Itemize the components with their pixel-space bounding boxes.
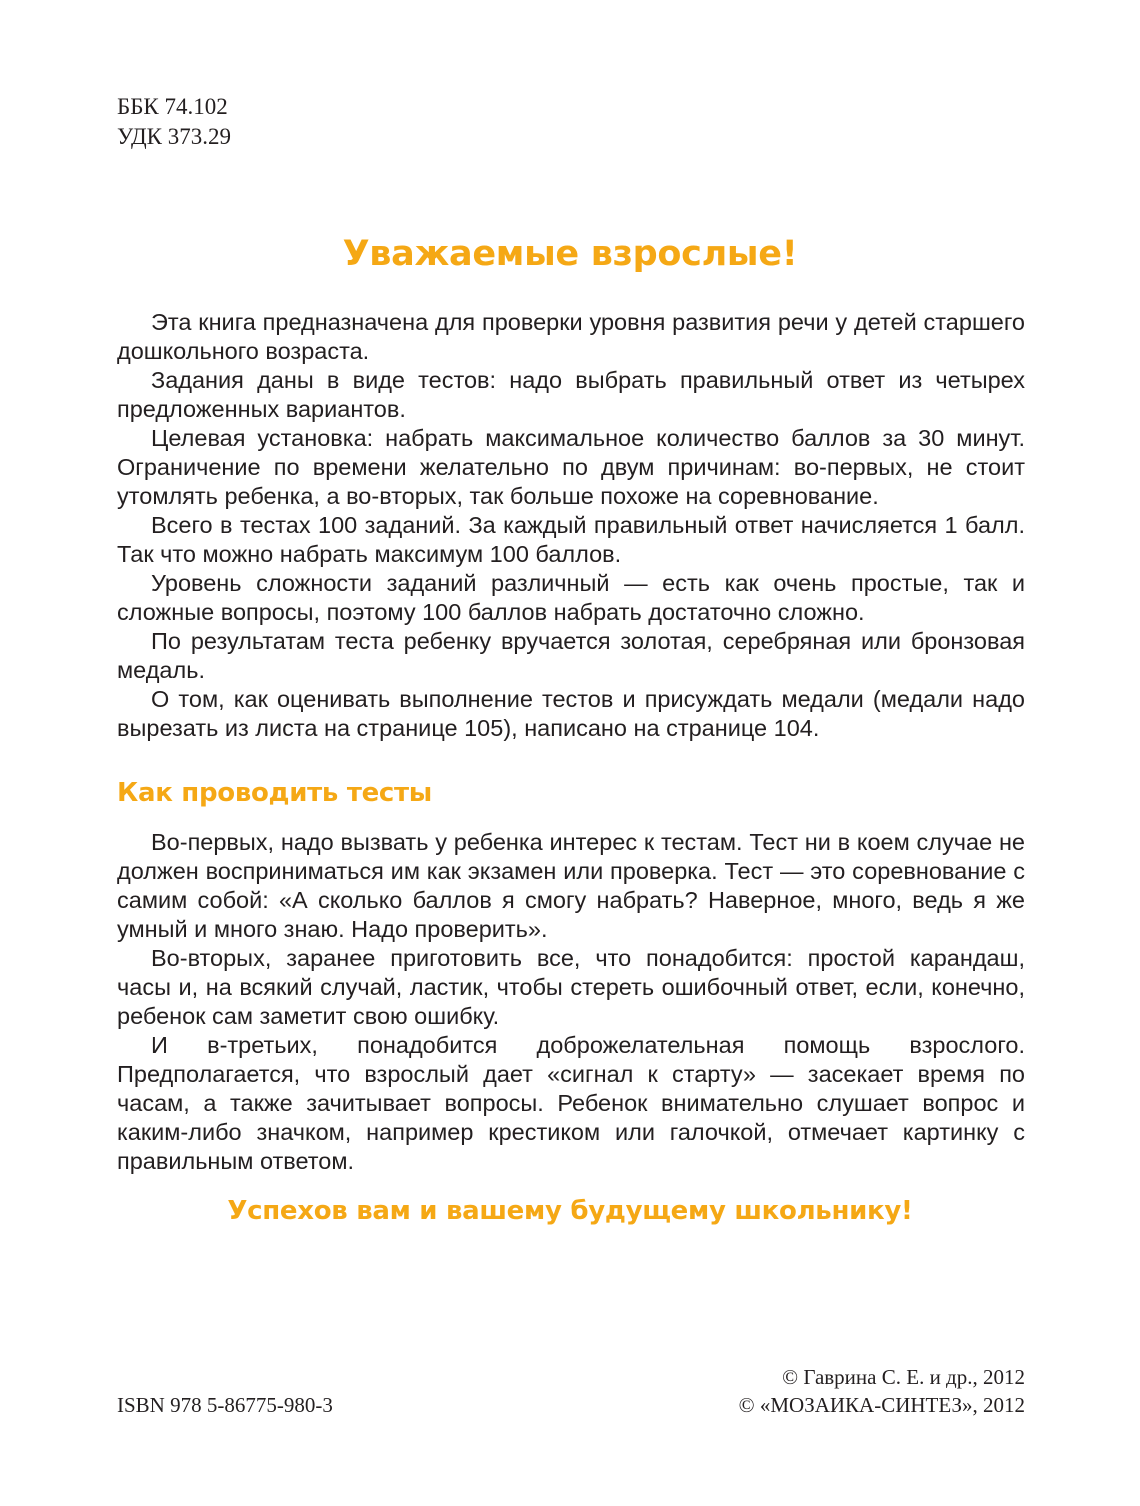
- copyright-authors: © Гаврина С. Е. и др., 2012: [782, 1365, 1025, 1389]
- bbk-code: ББК 74.102: [117, 94, 228, 119]
- howto-paragraph: Во-вторых, заранее приготовить все, что понадобится: простой карандаш, часы и, на всякий случай, ластик, чтобы стереть ошибочный ответ, если, конечно, ребенок сам заметит свою ошибку.: [117, 945, 1025, 1029]
- intro-paragraph: Всего в тестах 100 заданий. За каждый правильный ответ начисляется 1 балл. Так что можно набрать максимум 100 баллов.: [117, 512, 1025, 567]
- intro-paragraph: Задания даны в виде тестов: надо выбрать правильный ответ из четырех предложенных вариантов.: [117, 367, 1025, 422]
- intro-paragraph: Уровень сложности заданий различный — есть как очень простые, так и сложные вопросы, поэтому 100 баллов набрать достаточно сложно.: [117, 570, 1025, 625]
- howto-text: [117, 828, 1025, 1176]
- page-title: Уважаемые взрослые!: [342, 234, 798, 274]
- classification-codes: [117, 92, 231, 152]
- howto-paragraph: И в-третьих, понадобится доброжелательная помощь взрослого. Предполагается, что взрослый дает «сигнал к старту» — засекает время по часам, а также зачитывает вопросы. Ребенок внимательно слушает вопрос и каким-либо значком, например крестиком или галочкой, отмечает картинку с правильным ответом.: [117, 1032, 1025, 1174]
- intro-paragraph: Эта книга предназначена для проверки уровня развития речи у детей старшего дошкольного возраста.: [117, 309, 1025, 364]
- intro-text: [117, 308, 1025, 743]
- udk-code: УДК 373.29: [117, 124, 231, 149]
- closing-wish: Успехов вам и вашему будущему школьнику!: [227, 1196, 913, 1226]
- intro-paragraph: О том, как оценивать выполнение тестов и присуждать медали (медали надо вырезать из листа на странице 105), написано на странице 104.: [117, 686, 1025, 741]
- isbn: ISBN 978 5-86775-980-3: [117, 1393, 333, 1417]
- intro-paragraph: Целевая установка: набрать максимальное количество баллов за 30 минут. Ограничение по времени желательно по двум причинам: во-первых, не стоит утомлять ребенка, а во-вторых, так больше похоже на соревнование.: [117, 425, 1025, 509]
- section-heading: Как проводить тесты: [117, 778, 433, 808]
- copyright-publisher: © «МОЗАИКА-СИНТЕЗ», 2012: [738, 1393, 1025, 1417]
- howto-paragraph: Во-первых, надо вызвать у ребенка интерес к тестам. Тест ни в коем случае не должен восприниматься им как экзамен или проверка. Тест — это соревнование с самим собой: «А сколько баллов я смогу набрать? Наверное, много, ведь я же умный и много знаю. Надо проверить».: [117, 829, 1025, 942]
- intro-paragraph: По результатам теста ребенку вручается золотая, серебряная или бронзовая медаль.: [117, 628, 1025, 683]
- copyright-block: [739, 1363, 1025, 1419]
